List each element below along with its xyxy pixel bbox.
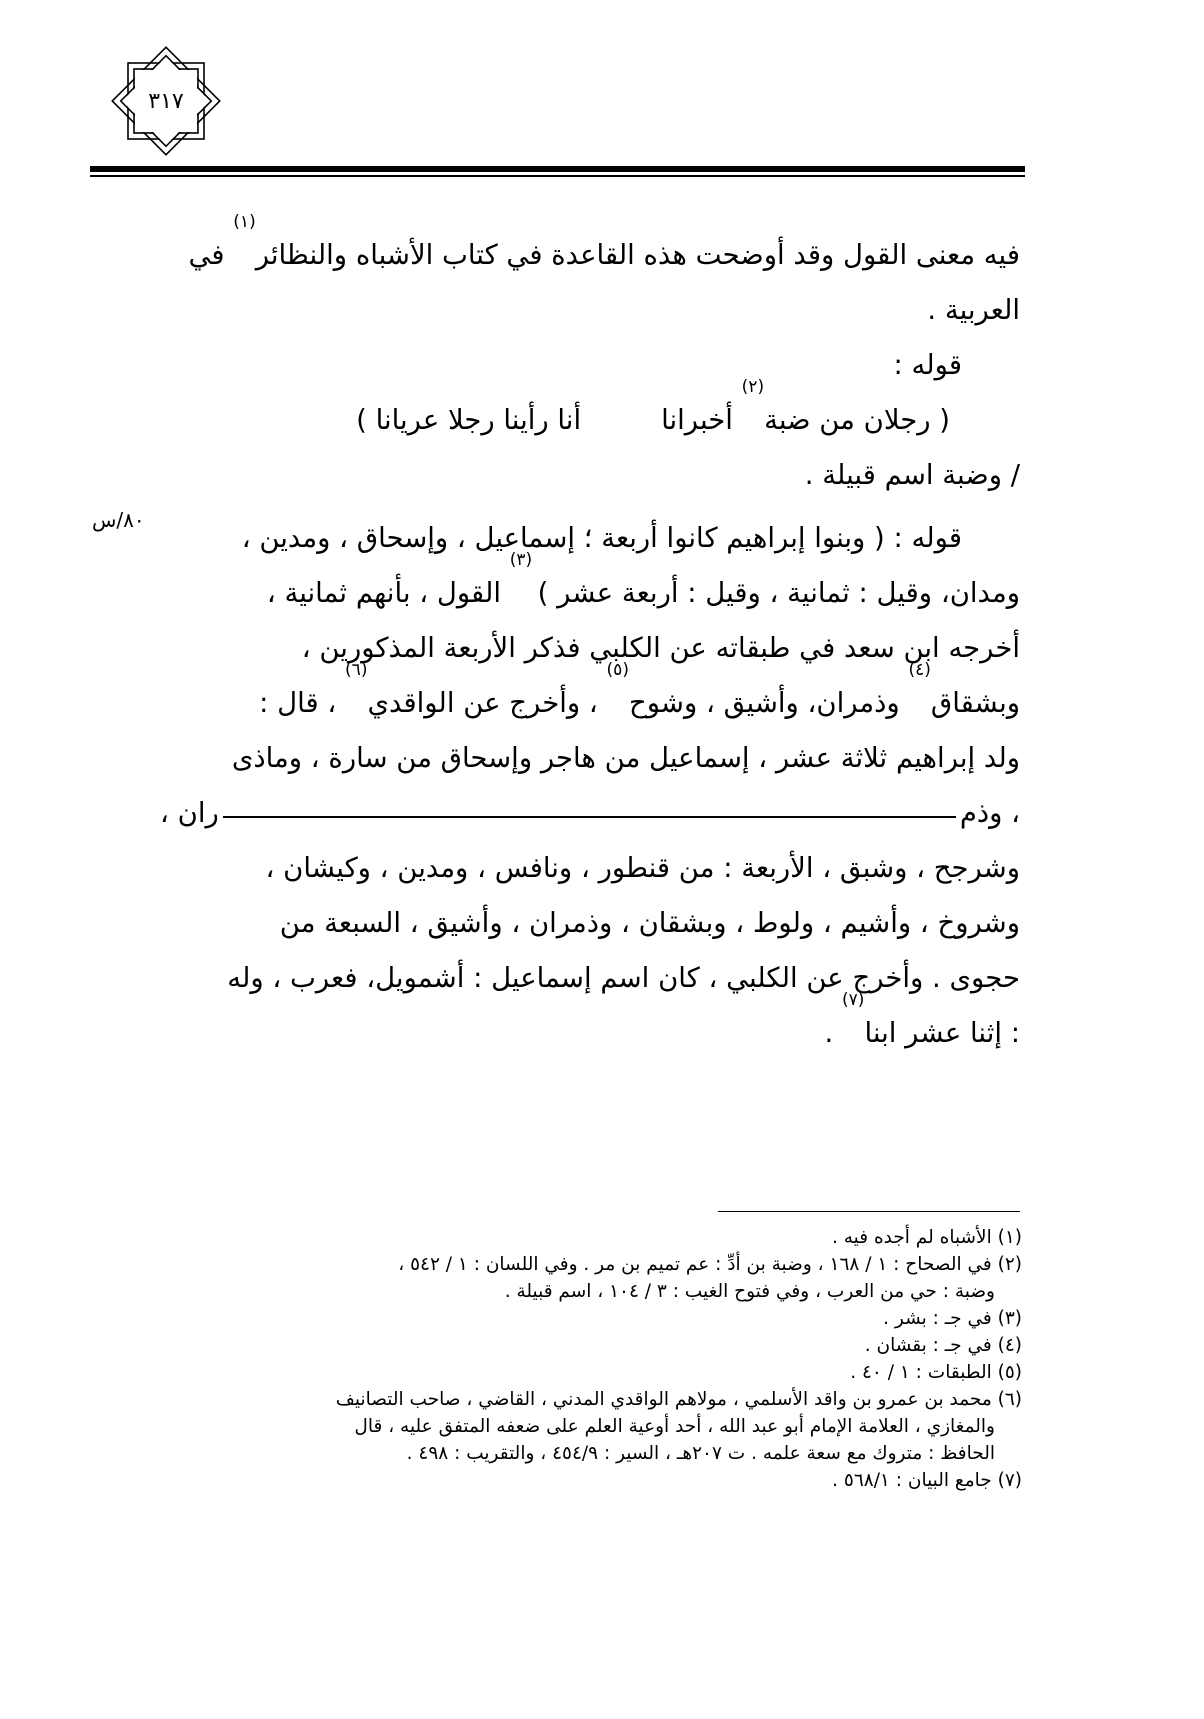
text-line: وشرجح ، وشبق ، الأربعة : من قنطور ، ونافس ، ومدين ، وكيشان ، [265,852,1020,884]
footnote-ref-3: (٣) [509,550,538,570]
footnote-6: (٦) محمد بن عمرو بن واقد الأسلمي ، مولاهم الواقدي المدني ، القاضي ، صاحب التصانيف والمغازي ، العلامة الإمام أبو عبد الله ، أحد أوعية العلم على ضعفه المتفق عليه ، قال الحافظ : متروك مع سعة علمه . ت ٢٠٧هـ ، السير : ٤٥٤/٩ ، والتقريب : ٤٩٨ . [335,1389,1022,1464]
text-line: وشروخ ، وأشيم ، ولوط ، وبشقان ، وذمران ، وأشيق ، السبعة من [279,907,1020,939]
page-number: ٣١٧ [148,88,184,114]
text-line: العربية . [927,294,1020,326]
text-line: : إثنا عشر ابنا$^{(٧)}$ . [824,990,1020,1049]
footnote-4: (٤) في جـ : بقشان . [864,1335,1022,1356]
text-line: أخرجه ابن سعد في طبقاته عن الكلبي فذكر الأربعة المذكورين ، [301,632,1020,664]
verse-line [160,377,1020,448]
footnote-ref-1: (١) [233,212,256,232]
footnote-ref-7: (٧) [841,990,865,1010]
text-line: قوله : ( وبنوا إبراهيم كانوا أربعة ؛ إسماعيل ، وإسحاق ، ومدين ، [241,522,962,554]
kashida-stretch [223,816,956,818]
main-text [160,212,1020,1061]
text-line: فيه معنى القول وقد أوضحت هذه القاعدة في كتاب الأشباه والنظائر$^{(١)}$ في [188,212,1020,271]
footnote-separator [718,1211,1020,1212]
qawluh-heading: قوله : [893,349,962,381]
page-number-ornament [103,38,229,164]
text-line: ومدان، وقيل : ثمانية ، وقيل : أربعة عشر ) $^{(٣)}$ القول ، بأنهم ثمانية ، [266,550,1020,609]
footnote-5: (٥) الطبقات : ١ / ٤٠ . [850,1362,1022,1383]
footnote-ref-2: (٢) [741,377,765,397]
footnote-1: (١) الأشباه لم أجده فيه . [831,1227,1022,1248]
verse-hemistich-a: ( رجلان من ضبة$^{(٢)}$ أخبرانا [661,377,950,436]
text-line-stretched: ، وذم ران ، [160,797,1020,829]
text-line: / وضبة اسم قبيلة . [804,459,1020,491]
text-line: ولد إبراهيم ثلاثة عشر ، إسماعيل من هاجر وإسحاق من سارة ، وماذى [231,742,1020,774]
verse-hemistich-b: أنا رأينا رجلا عريانا ) [356,404,582,436]
footnote-3: (٣) في جـ : بشر . [883,1308,1022,1329]
footnote-ref-4: (٤) [908,660,931,680]
header-rule-thick [90,166,1025,172]
footnote-2: (٢) في الصحاح : ١ / ١٦٨ ، وضبة بن أدِّ : عم تميم بن مر . وفي اللسان : ١ / ٥٤٢ ، وضبة : حي من العرب ، وفي فتوح الغيب : ٣ / ١٠٤ ، اسم قبيلة . [398,1254,1022,1302]
footnote-ref-6: (٦) [345,660,368,680]
footnote-7: (٧) جامع البيان : ٥٦٨/١ . [832,1470,1022,1491]
footnotes [160,1224,1022,1494]
text-line: حجوى . وأخرج عن الكلبي ، كان اسم إسماعيل : أشمويل، فعرب ، وله [227,962,1020,994]
text-line: وبشقاق$^{(٤)}$ وذمران، وأشيق ، وشوح$^{(٥)}$ ، وأخرج عن الواقدي$^{(٦)}$ ، قال : [259,660,1020,719]
footnote-ref-5: (٥) [606,660,629,680]
header-rule-thin [90,175,1025,177]
manuscript-folio-note: ٨٠/س [92,508,145,532]
